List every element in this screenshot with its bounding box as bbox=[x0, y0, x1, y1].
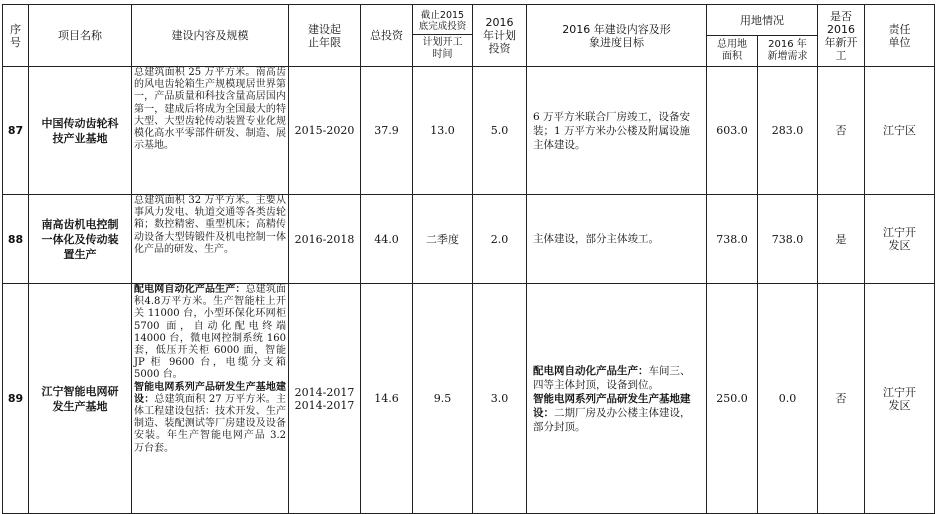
row-seq: 89 bbox=[3, 284, 29, 514]
header-land-total: 总用地面积 bbox=[707, 36, 758, 67]
row-content2016: 主体建设，部分主体竣工。 bbox=[527, 195, 707, 284]
row-plan2016: 5.0 bbox=[473, 67, 527, 195]
row-unit: 江宁区 bbox=[865, 67, 935, 195]
row-content: 总建筑面积 25 万平方米。南高齿的风电齿轮箱生产规模现居世界第一，产品质量和科技含量高居国内第一，建成后将成为全国最大的特大型、大型齿轮传动装置专业化规模化高水平零部件研发、制造、展示基地。 bbox=[132, 67, 289, 195]
row-end2015: 9.5 bbox=[413, 284, 473, 514]
row-content: 总建筑面积 32 万平方米。主要从事风力发电、轨道交通等各类齿轮箱；数控精密、重型机床；高精传动设备大型铸锻件及机电控制一体化产品的研发、生产。 bbox=[132, 195, 289, 284]
row-is-new: 否 bbox=[818, 67, 865, 195]
header-is-new: 是否2016年新开工 bbox=[818, 5, 865, 67]
row-period bbox=[289, 284, 361, 514]
row-seq: 87 bbox=[3, 67, 29, 195]
row-total: 14.6 bbox=[361, 284, 413, 514]
header-content: 建设内容及规模 bbox=[132, 5, 289, 67]
row-total: 44.0 bbox=[361, 195, 413, 284]
header-end2015-top: 截止2015底完成投资 bbox=[413, 8, 472, 35]
header-name: 项目名称 bbox=[29, 5, 132, 67]
row-period-a: 2014-2017 bbox=[294, 385, 355, 399]
row-land-total: 250.0 bbox=[707, 284, 758, 514]
header-end2015 bbox=[413, 5, 473, 67]
row-content bbox=[132, 284, 289, 514]
row-is-new: 是 bbox=[818, 195, 865, 284]
table-row bbox=[3, 284, 935, 514]
row-content-a: 总建筑面积4.8万平方米。生产智能柱上开关 11000 台，小型环保化环网柜 5700 面，自动化配电终端 14000 台，微电网控制系统 160 套，低压开关柜 6000 面，智能 JP 柜 9600 台，电缆分支箱 5000 台。 bbox=[134, 284, 287, 381]
row-content2016 bbox=[527, 284, 707, 514]
row-content2016-b-title: 智能电网系列产品研发生产基地建设： bbox=[533, 392, 691, 419]
row-period-b: 2014-2017 bbox=[294, 398, 355, 412]
row-content2016-a-title: 配电网自动化产品生产： bbox=[533, 364, 649, 377]
row-content-b-title: 智能电网系列产品研发生产基地建设： bbox=[134, 381, 286, 405]
row-land-new: 738.0 bbox=[758, 195, 818, 284]
row-content-a-title: 配电网自动化产品生产： bbox=[134, 284, 246, 295]
project-table bbox=[2, 4, 935, 514]
row-period: 2016-2018 bbox=[289, 195, 361, 284]
row-name: 江宁智能电网研发生产基地 bbox=[29, 284, 132, 514]
row-content-b: 总建筑面积 27 万平方米。主体工程建设包括：技术开发、生产制造、装配测试等厂房建设及设备安装。年生产智能电网产品 3.2 万台套。 bbox=[134, 393, 286, 454]
row-land-new: 283.0 bbox=[758, 67, 818, 195]
header-end2015-bottom: 计划开工时间 bbox=[422, 37, 463, 60]
row-name: 南高齿机电控制一体化及传动装置生产 bbox=[29, 195, 132, 284]
row-content2016-a: 车间三、四等主体封顶，设备到位。 bbox=[533, 364, 691, 391]
row-is-new: 否 bbox=[818, 284, 865, 514]
header-plan2016: 2016 年计划投资 bbox=[473, 5, 527, 67]
row-period: 2015-2020 bbox=[289, 67, 361, 195]
header-seq: 序号 bbox=[3, 5, 29, 67]
row-end2015: 13.0 bbox=[413, 67, 473, 195]
row-land-total: 738.0 bbox=[707, 195, 758, 284]
row-seq: 88 bbox=[3, 195, 29, 284]
header-total: 总投资 bbox=[361, 5, 413, 67]
row-total: 37.9 bbox=[361, 67, 413, 195]
header-unit: 责任单位 bbox=[865, 5, 935, 67]
table-row bbox=[3, 67, 935, 195]
row-unit: 江宁开发区 bbox=[865, 284, 935, 514]
header-land-new: 2016 年新增需求 bbox=[758, 36, 818, 67]
header-land: 用地情况 bbox=[707, 5, 818, 36]
row-name: 中国传动齿轮科技产业基地 bbox=[29, 67, 132, 195]
header-period: 建设起止年限 bbox=[289, 5, 361, 67]
row-end2015: 二季度 bbox=[413, 195, 473, 284]
row-unit: 江宁开发区 bbox=[865, 195, 935, 284]
row-plan2016: 2.0 bbox=[473, 195, 527, 284]
row-content2016: 6 万平方米联合厂房竣工，设备安装；1 万平方米办公楼及附属设施主体建设。 bbox=[527, 67, 707, 195]
row-land-new: 0.0 bbox=[758, 284, 818, 514]
header-content2016: 2016 年建设内容及形象进度目标 bbox=[527, 5, 707, 67]
table-row bbox=[3, 195, 935, 284]
row-plan2016: 3.0 bbox=[473, 284, 527, 514]
row-land-total: 603.0 bbox=[707, 67, 758, 195]
row-content2016-b: 二期厂房及办公楼主体建设，部分封顶。 bbox=[533, 406, 691, 433]
